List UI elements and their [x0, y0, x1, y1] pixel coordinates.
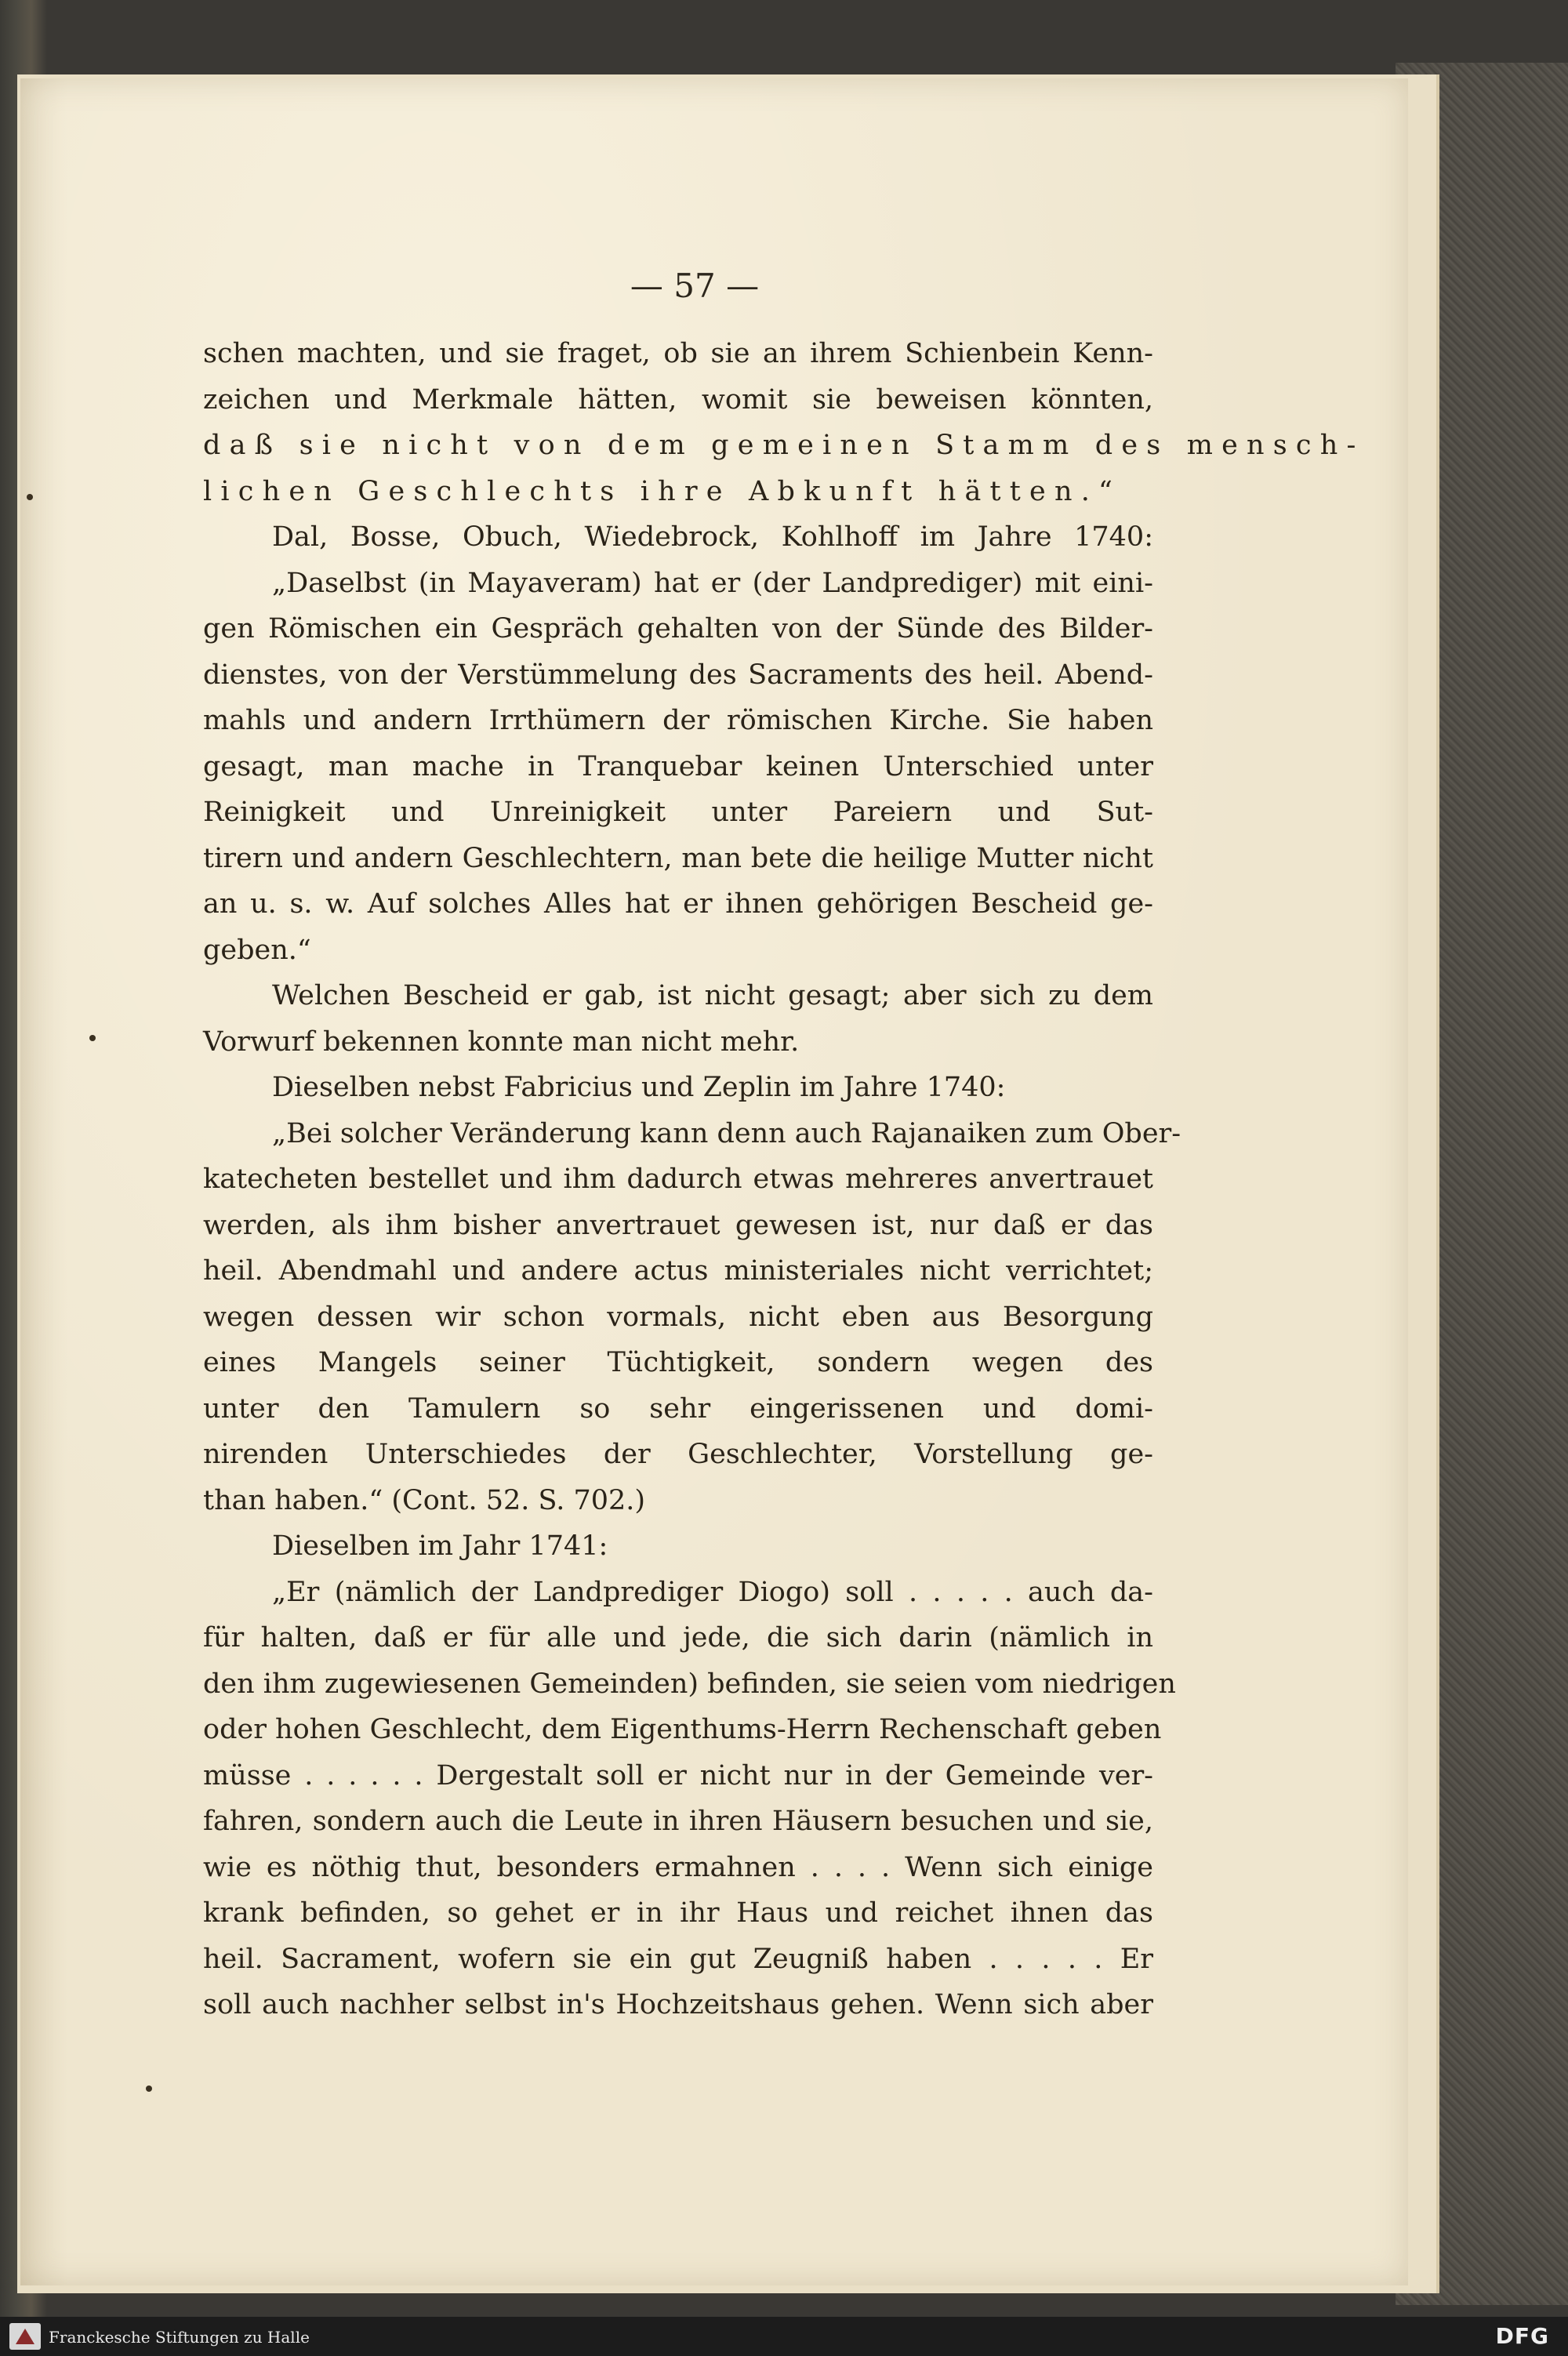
- text-line: than haben.“ (Cont. 52. S. 702.): [203, 1484, 646, 1516]
- text-line: „Bei solcher Veränderung kann denn auch Rajanaiken zum Ober-: [272, 1117, 1181, 1149]
- text-line: lichen Geschlechts ihre Abkunft hätten.“: [203, 475, 1122, 507]
- text-line: mahls und andern Irrthümern der römischen Kirche. Sie haben: [203, 705, 1153, 736]
- text-line: gen Römischen ein Gespräch gehalten von der Sünde des Bilder-: [203, 613, 1153, 644]
- text-line: nirenden Unterschiedes der Geschlechter, Vorstellung ge-: [203, 1439, 1153, 1470]
- sponsor-logo: DFG: [1495, 2323, 1549, 2349]
- text-line: Dal, Bosse, Obuch, Wiedebrock, Kohlhoff im Jahre 1740:: [272, 521, 1153, 553]
- text-line: oder hohen Geschlecht, dem Eigenthums-Herrn Rechenschaft geben: [203, 1714, 1162, 1745]
- text-line: tirern und andern Geschlechtern, man bete die heilige Mutter nicht: [203, 842, 1153, 874]
- text-line: gesagt, man mache in Tranquebar keinen Unterschied unter: [203, 750, 1153, 782]
- text-line: dienstes, von der Verstümmelung des Sacraments des heil. Abend-: [203, 659, 1153, 691]
- institution-name: Franckesche Stiftungen zu Halle: [49, 2328, 310, 2347]
- text-line: zeichen und Merkmale hätten, womit sie beweisen könnten,: [203, 383, 1153, 416]
- text-line: fahren, sondern auch die Leute in ihren Häusern besuchen und sie,: [203, 1806, 1153, 1837]
- text-line: katecheten bestellet und ihm dadurch etwas mehreres anvertrauet: [203, 1163, 1153, 1195]
- paper-speck: [27, 494, 33, 500]
- text-line: Dieselben nebst Fabricius und Zeplin im Jahre 1740:: [272, 1072, 1006, 1103]
- text-line: geben.“: [203, 934, 311, 966]
- text-line: an u. s. w. Auf solches Alles hat er ihnen gehörigen Bescheid ge-: [203, 888, 1153, 920]
- text-line: schen machten, und sie fraget, ob sie an ihrem Schienbein Kenn-: [203, 338, 1153, 369]
- page-number: — 57 —: [630, 267, 760, 305]
- paper-speck: [89, 1035, 96, 1041]
- text-line: Dieselben im Jahr 1741:: [272, 1530, 608, 1562]
- text-line: wie es nöthig thut, besonders ermahnen . . . . Wenn sich einige: [203, 1851, 1153, 1883]
- text-line: für halten, daß er für alle und jede, die sich darin (nämlich in: [203, 1622, 1153, 1654]
- text-line: unter den Tamulern so sehr eingerissenen und domi-: [203, 1392, 1153, 1425]
- text-line: Welchen Bescheid er gab, ist nicht gesagt; aber sich zu dem: [272, 980, 1153, 1011]
- text-line: müsse . . . . . . Dergestalt soll er nicht nur in der Gemeinde ver-: [203, 1759, 1153, 1792]
- text-line: wegen dessen wir schon vormals, nicht eben aus Besorgung: [203, 1301, 1153, 1333]
- text-line: Vorwurf bekennen konnte man nicht mehr.: [203, 1026, 800, 1058]
- text-line: daß sie nicht von dem gemeinen Stamm des mensch-: [203, 430, 1365, 461]
- text-line: eines Mangels seiner Tüchtigkeit, sondern wegen des: [203, 1347, 1153, 1378]
- text-line: heil. Sacrament, wofern sie ein gut Zeugniß haben . . . . . Er: [203, 1943, 1153, 1975]
- paper-speck: [146, 2086, 152, 2092]
- text-line: „Er (nämlich der Landprediger Diogo) soll . . . . . auch da-: [272, 1576, 1153, 1608]
- text-line: werden, als ihm bisher anvertrauet gewesen ist, nur daß er das: [203, 1209, 1153, 1241]
- text-line: krank befinden, so gehet er in ihr Haus und reichet ihnen das: [203, 1897, 1153, 1929]
- institution-logo-icon: [9, 2323, 41, 2350]
- page: [20, 78, 1408, 2285]
- text-line: den ihm zugewiesenen Gemeinden) befinden, sie seien vom niedrigen: [203, 1668, 1176, 1700]
- text-line: Reinigkeit und Unreinigkeit unter Pareiern und Sut-: [203, 797, 1153, 828]
- body-text: [203, 331, 1365, 2028]
- text-line: heil. Abendmahl und andere actus ministeriales nicht verrichtet;: [203, 1255, 1153, 1287]
- text-line: „Daselbst (in Mayaveram) hat er (der Landprediger) mit eini-: [272, 567, 1153, 599]
- footer-bar: [0, 2317, 1568, 2356]
- text-line: soll auch nachher selbst in's Hochzeitshaus gehen. Wenn sich aber: [203, 1989, 1153, 2020]
